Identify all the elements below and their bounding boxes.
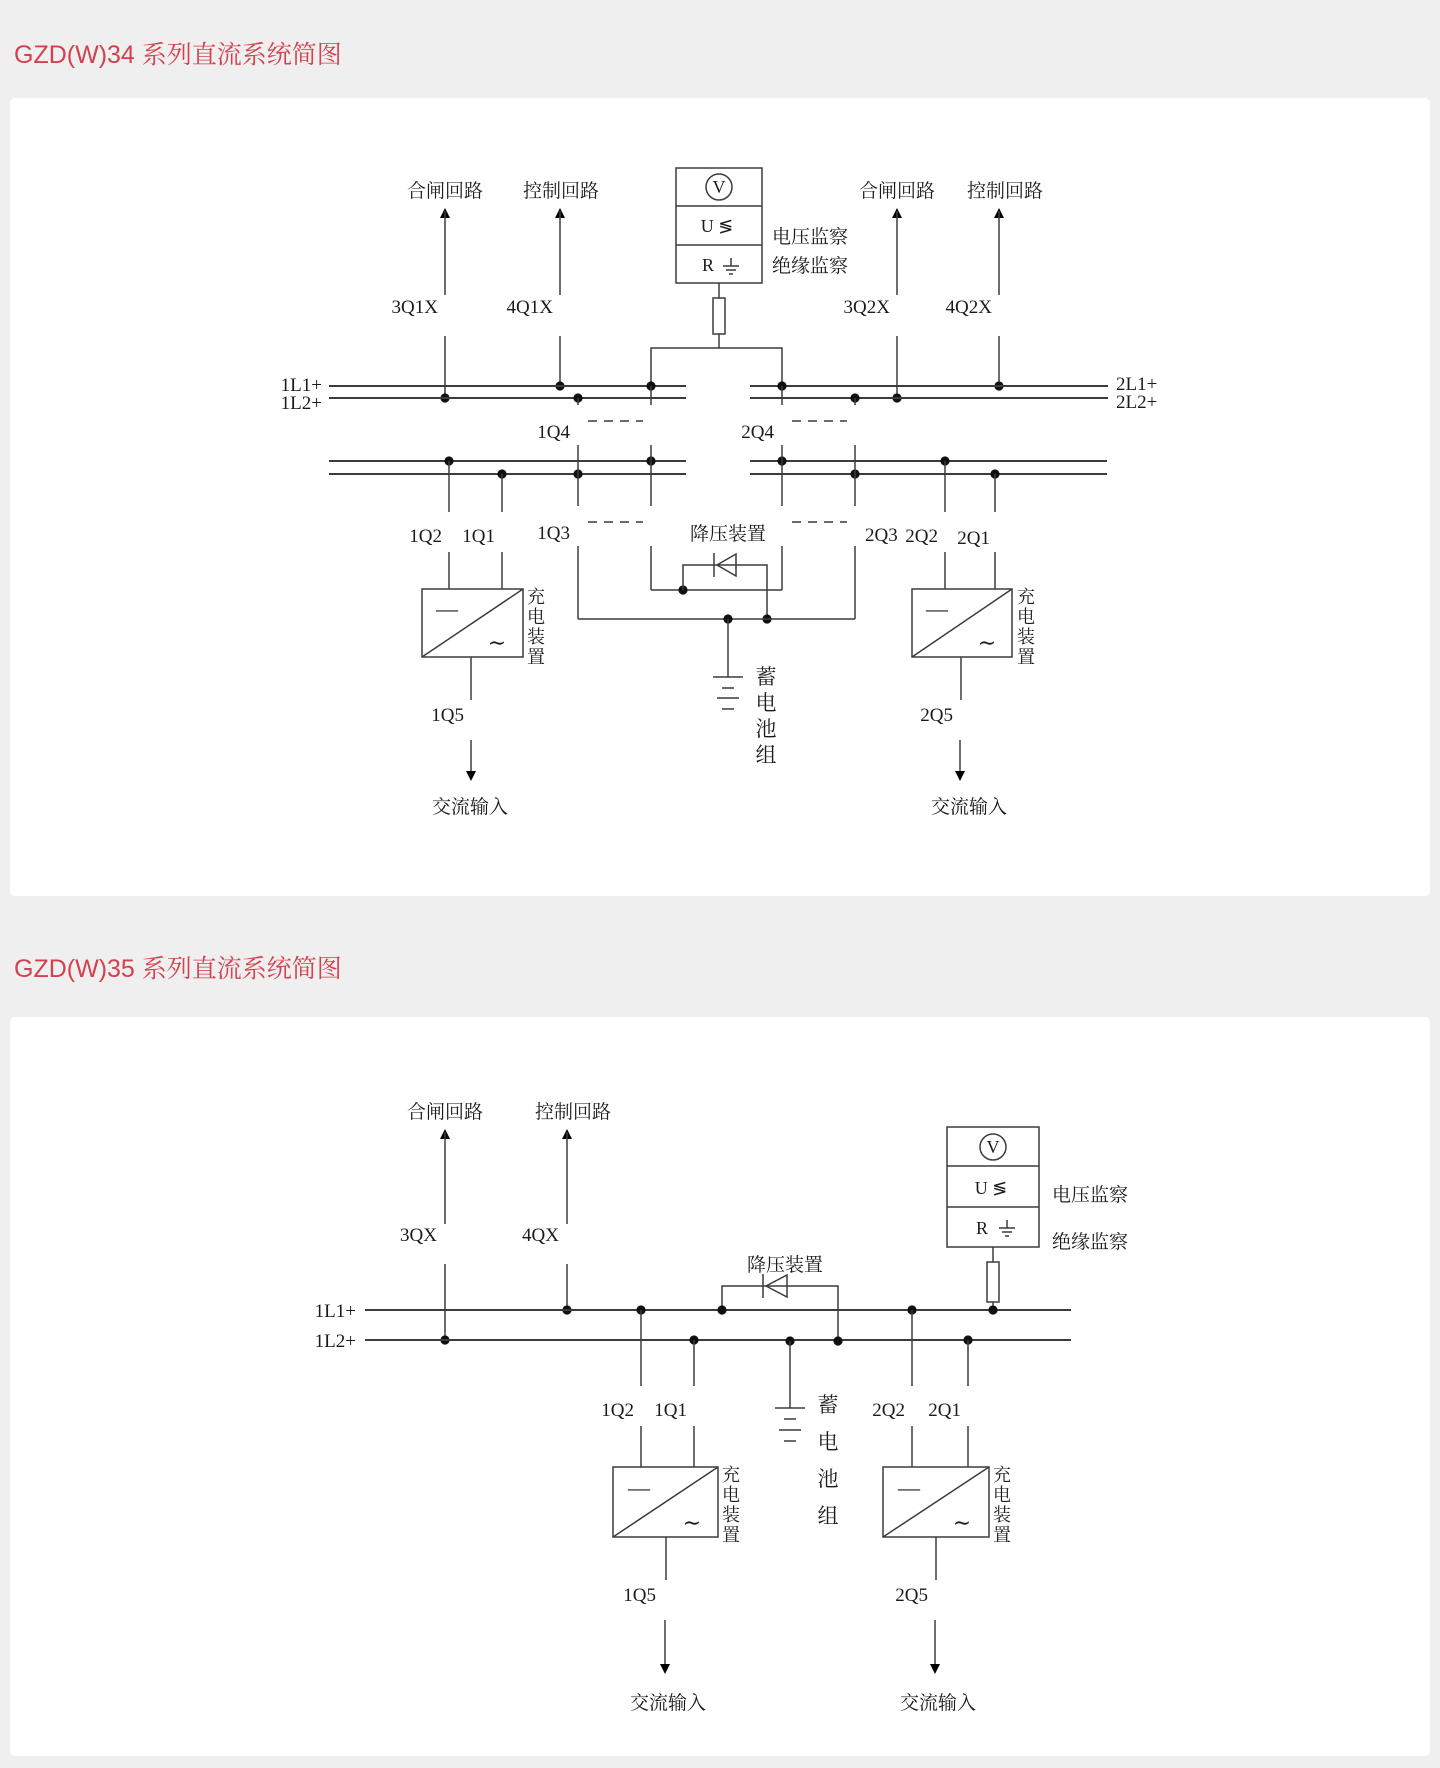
label-ac-input-left: 交流输入 — [431, 797, 509, 818]
undervoltage-relay: U ≶ — [700, 216, 734, 236]
panel-gzdw35 — [10, 1017, 1430, 1756]
x-contact-icon — [563, 1256, 572, 1265]
label-1q2: 1Q2 — [601, 1400, 634, 1421]
dc-symbol: — — [628, 1475, 650, 1500]
voltmeter-letter: V — [712, 177, 726, 197]
dc-symbol: — — [926, 596, 948, 621]
arrow-down-icon — [466, 771, 476, 781]
label-stepdown: 降压装置 — [747, 1255, 824, 1276]
label-charger-right: 充电装置 — [993, 1465, 1011, 1545]
arrow-down-icon — [660, 1664, 670, 1674]
x-contact-icon — [441, 1256, 450, 1265]
panel-gzdw34 — [10, 98, 1430, 896]
ac-symbol: ∼ — [952, 1510, 972, 1535]
label-charger-left: 充电装置 — [527, 587, 545, 667]
x-contact-icon — [441, 327, 450, 336]
label-control: 控制回路 — [534, 1102, 612, 1123]
arrow-down-icon — [955, 771, 965, 781]
label-2q3: 2Q3 — [865, 525, 898, 546]
x-contact-icon — [941, 544, 950, 553]
label-2q4: 2Q4 — [741, 422, 774, 443]
x-contact-icon — [931, 1612, 940, 1621]
label-control-left: 控制回路 — [522, 181, 600, 202]
title-gzdw34: GZD(W)34 系列直流系统简图 — [14, 41, 342, 69]
diagram-gzdw34 — [10, 98, 1430, 896]
feeder-closing-right — [892, 208, 910, 403]
label-bus-2l2: 2L2+ — [1116, 392, 1158, 413]
stepdown-device — [651, 553, 782, 624]
feeder-closing-left — [440, 208, 458, 403]
label-1q5: 1Q5 — [623, 1585, 656, 1606]
x-contact-icon — [956, 732, 965, 741]
feeder-closing — [440, 1129, 458, 1345]
label-insulation-monitor: 绝缘监察 — [772, 256, 849, 277]
title-gzdw35: GZD(W)35 系列直流系统简图 — [14, 955, 342, 983]
label-voltage-monitor: 电压监察 — [772, 227, 849, 248]
monitor-tap-connector — [651, 348, 782, 386]
x-contact-icon — [637, 1418, 646, 1427]
label-4qx: 4QX — [522, 1225, 559, 1246]
label-1q4: 1Q4 — [537, 422, 570, 443]
label-insulation-monitor: 绝缘监察 — [1052, 1232, 1129, 1253]
x-contact-icon — [445, 544, 454, 553]
label-4q2x: 4Q2X — [945, 297, 992, 318]
fuse-icon — [987, 1262, 999, 1302]
x-contact-icon — [851, 437, 860, 446]
label-voltage-monitor: 电压监察 — [1052, 1185, 1129, 1206]
x-contact-icon — [556, 327, 565, 336]
x-contact-icon — [647, 437, 656, 446]
arrow-down-icon — [930, 1664, 940, 1674]
label-3qx: 3QX — [400, 1225, 437, 1246]
label-1q3: 1Q3 — [537, 523, 570, 544]
label-bus-1l2: 1L2+ — [314, 1331, 356, 1352]
x-contact-icon — [574, 437, 583, 446]
ac-symbol: ∼ — [682, 1510, 702, 1535]
label-2q1: 2Q1 — [928, 1400, 961, 1421]
feeder-control-left — [555, 208, 573, 391]
label-2q5: 2Q5 — [920, 705, 953, 726]
x-contact-icon — [995, 327, 1004, 336]
label-2q2: 2Q2 — [872, 1400, 905, 1421]
ac-symbol: ∼ — [487, 630, 507, 655]
x-contact-icon — [467, 732, 476, 741]
label-1q5: 1Q5 — [431, 705, 464, 726]
label-2q1: 2Q1 — [957, 528, 990, 549]
label-battery: 蓄电池组 — [755, 665, 777, 767]
x-contact-icon — [964, 1418, 973, 1427]
dc-symbol: — — [436, 596, 458, 621]
x-contact-icon — [991, 544, 1000, 553]
battery-switch-2q3 — [778, 461, 869, 619]
busbars — [365, 1310, 1071, 1340]
label-ac-input-right: 交流输入 — [930, 797, 1008, 818]
x-contact-icon — [647, 538, 656, 547]
ground-icon — [723, 258, 739, 274]
tie-switch-2q4 — [777, 381, 868, 478]
label-3q2x: 3Q2X — [843, 297, 890, 318]
x-contact-icon — [778, 538, 787, 547]
feeder-control-right — [994, 208, 1012, 391]
battery-icon — [713, 677, 743, 709]
label-bus-2l1: 2L1+ — [1116, 374, 1158, 395]
label-1q1: 1Q1 — [462, 526, 495, 547]
battery-branch — [775, 1336, 805, 1441]
diagram-gzdw35 — [10, 1017, 1430, 1756]
x-contact-icon — [908, 1418, 917, 1427]
label-charger-right: 充电装置 — [1017, 587, 1035, 667]
label-1q2: 1Q2 — [409, 526, 442, 547]
label-bus-1l2: 1L2+ — [280, 393, 322, 414]
insulation-relay: R — [975, 1218, 989, 1238]
insulation-relay: R — [701, 255, 715, 275]
battery-icon — [775, 1408, 805, 1441]
label-control-right: 控制回路 — [966, 181, 1044, 202]
label-ac-input-right: 交流输入 — [899, 1693, 977, 1714]
label-2q5: 2Q5 — [895, 1585, 928, 1606]
ac-symbol: ∼ — [977, 630, 997, 655]
label-closing-left: 合闸回路 — [406, 181, 484, 202]
voltmeter-letter: V — [986, 1137, 1000, 1157]
x-contact-icon — [778, 437, 787, 446]
battery-switch-1q3 — [574, 461, 665, 619]
fuse-icon — [713, 298, 725, 334]
label-battery: 蓄电池组 — [817, 1393, 839, 1528]
label-3q1x: 3Q1X — [391, 297, 438, 318]
ground-icon — [999, 1220, 1015, 1236]
monitoring-device — [651, 168, 782, 386]
x-contact-icon — [661, 1612, 670, 1621]
battery-branch — [578, 614, 855, 709]
feeder-control — [562, 1129, 580, 1315]
x-contact-icon — [690, 1418, 699, 1427]
x-contact-icon — [893, 327, 902, 336]
label-1q1: 1Q1 — [654, 1400, 687, 1421]
dc-symbol: — — [898, 1475, 920, 1500]
label-closing-right: 合闸回路 — [858, 181, 936, 202]
x-contact-icon — [851, 538, 860, 547]
x-contact-icon — [574, 538, 583, 547]
label-closing: 合闸回路 — [406, 1102, 484, 1123]
label-ac-input-left: 交流输入 — [629, 1693, 707, 1714]
label-2q2: 2Q2 — [905, 526, 938, 547]
label-4q1x: 4Q1X — [506, 297, 553, 318]
undervoltage-relay: U ≶ — [974, 1178, 1008, 1198]
label-bus-1l1: 1L1+ — [314, 1301, 356, 1322]
label-stepdown: 降压装置 — [690, 524, 767, 545]
x-contact-icon — [498, 544, 507, 553]
label-charger-left: 充电装置 — [722, 1465, 740, 1545]
label-bus-1l1: 1L1+ — [280, 375, 322, 396]
